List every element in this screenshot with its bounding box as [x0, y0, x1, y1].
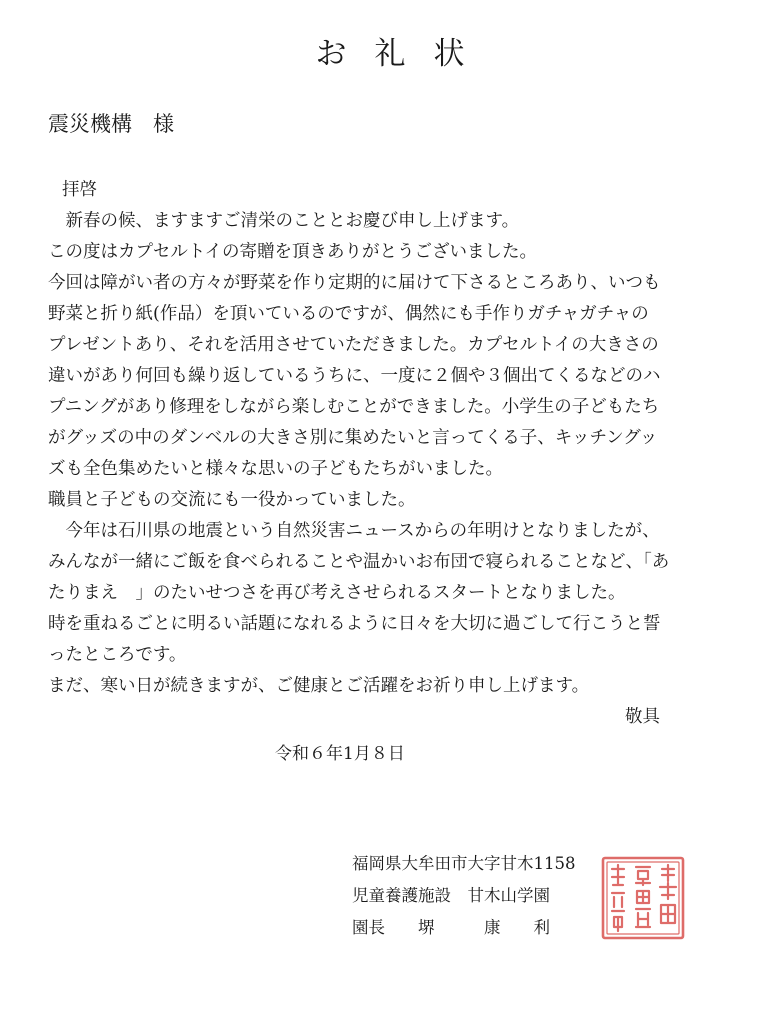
letter-body — [48, 175, 748, 702]
sender-director: 園長 堺 康 利 — [352, 918, 550, 937]
closing-remark: 敬具 — [625, 707, 660, 727]
body-line: 新春の候、ますますご清栄のこととお慶び申し上げます。 — [48, 211, 520, 231]
body-line: プニングがあり修理をしながら楽しむことができました。小学生の子どもたち — [48, 397, 660, 417]
body-line: 職員と子どもの交流にも一役かっていました。 — [48, 490, 416, 510]
seal-icon — [600, 855, 686, 941]
body-line: 今回は障がい者の方々が野菜を作り定期的に届けて下さるところあり、いつも — [48, 273, 661, 293]
body-line: みんなが一緒にご飯を食べられることや温かいお布団で寝られることなど、「あ — [48, 552, 670, 572]
sender-address: 福岡県大牟田市大字甘木1158 — [352, 854, 576, 873]
body-line: この度はカプセルトイの寄贈を頂きありがとうございました。 — [48, 242, 537, 262]
body-line: たりまえ 」のたいせつさを再び考えさせられるスタートとなりました。 — [48, 583, 626, 603]
sender-block — [352, 848, 576, 944]
body-line: 違いがあり何回も繰り返しているうちに、一度に２個や３個出てくるなどのハ — [48, 366, 661, 386]
body-line: 時を重ねるごとに明るい話題になれるように日々を大切に過ごして行こうと誓 — [48, 614, 661, 634]
body-line: 野菜と折り紙(作品）を頂いているのですが、偶然にも手作りガチャガチャの — [48, 304, 649, 324]
body-line: がグッズの中のダンベルの大きさ別に集めたいと言ってくる子、キッチングッ — [48, 428, 658, 448]
body-line: 今年は石川県の地震という自然災害ニュースからの年明けとなりましたが、 — [48, 521, 660, 541]
body-line: 拝啓 — [62, 180, 97, 200]
addressee: 震災機構 様 — [48, 112, 174, 136]
letter-title: お礼状 — [315, 36, 493, 72]
sender-facility: 児童養護施設 甘木山学園 — [352, 886, 550, 905]
official-seal-stamp — [600, 855, 686, 941]
letter-date: 令和６年1月８日 — [275, 744, 405, 764]
body-line: プレゼントあり、それを活用させていただきました。カプセルトイの大きさの — [48, 335, 659, 355]
body-line: まだ、寒い日が続きますが、ご健康とご活躍をお祈り申し上げます。 — [48, 676, 590, 696]
body-line: ったところです。 — [48, 645, 187, 665]
body-line: ズも全色集めたいと様々な思いの子どもたちがいました。 — [48, 459, 503, 479]
